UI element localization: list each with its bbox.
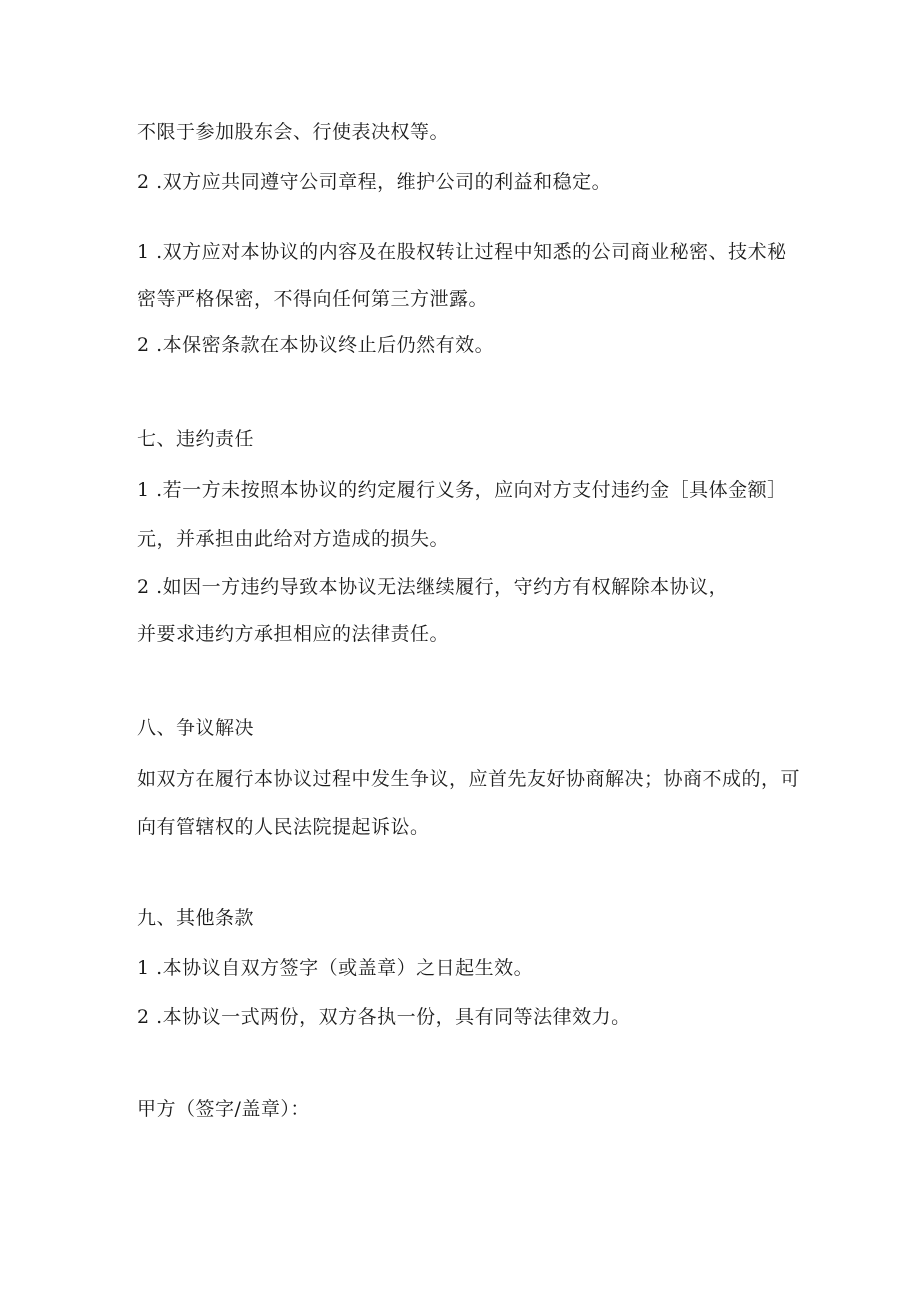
clause-line: 密等严格保密，不得向任何第三方泄露。: [137, 288, 489, 310]
clause-line: 1 .若一方未按照本协议的约定履行义务，应向对方支付违约金［具体金额］: [137, 479, 787, 501]
section-heading: 七、违约责任: [137, 428, 255, 450]
clause-line: 如双方在履行本协议过程中发生争议，应首先友好协商解决；协商不成的，可: [137, 768, 801, 790]
clause-line: 并要求违约方承担相应的法律责任。: [137, 623, 450, 645]
clause-line: 2 .如因一方违约导致本协议无法继续履行，守约方有权解除本协议，: [137, 576, 729, 598]
section-heading: 九、其他条款: [137, 907, 255, 929]
section-heading: 八、争议解决: [137, 717, 255, 739]
clause-line: 不限于参加股东会、行使表决权等。: [137, 121, 450, 143]
clause-line: 1 .本协议自双方签字（或盖章）之日起生效。: [137, 957, 534, 979]
clause-line: 向有管辖权的人民法院提起诉讼。: [137, 816, 430, 838]
clause-line: 2 .本协议一式两份，双方各执一份，具有同等法律效力。: [137, 1006, 631, 1028]
clause-line: 2 .双方应共同遵守公司章程，维护公司的利益和稳定。: [137, 171, 612, 193]
signature-label-party-a: 甲方（签字/盖章）：: [137, 1098, 310, 1120]
clause-line: 2 .本保密条款在本协议终止后仍然有效。: [137, 334, 495, 356]
clause-line: 元，并承担由此给对方造成的损失。: [137, 528, 450, 550]
clause-line: 1 .双方应对本协议的内容及在股权转让过程中知悉的公司商业秘密、技术秘: [137, 241, 787, 263]
